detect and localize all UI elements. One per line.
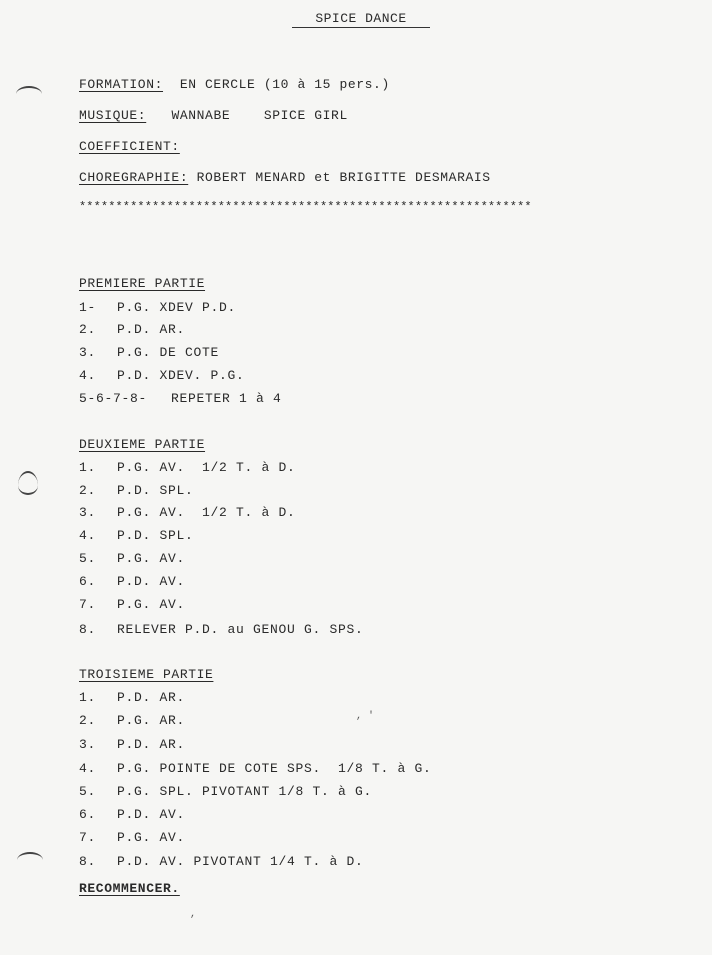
step-row — [79, 737, 185, 752]
step-number: 5. — [79, 551, 97, 566]
musique-label: MUSIQUE: — [79, 108, 147, 123]
step-text: P.D. AR. — [117, 737, 186, 752]
step-text: RELEVER P.D. au GENOU G. SPS. — [117, 622, 364, 637]
formation-label: FORMATION: — [79, 77, 164, 92]
step-text: P.G. XDEV P.D. — [117, 300, 237, 315]
coefficient-line — [79, 139, 180, 154]
step-row — [79, 830, 185, 845]
step-number: 6. — [79, 807, 97, 822]
step-text: P.G. AR. — [117, 713, 186, 728]
step-number: 5. — [79, 784, 97, 799]
step-number: 4. — [79, 528, 97, 543]
step-number: 4. — [79, 368, 97, 383]
step-number: 2. — [79, 483, 97, 498]
step-row — [79, 300, 236, 315]
step-text: P.G. POINTE DE COTE SPS. 1/8 T. à G. — [117, 761, 432, 776]
step-number: 3. — [79, 505, 97, 520]
choregraphie-label: CHOREGRAPHIE: — [79, 170, 189, 185]
coefficient-label: COEFFICIENT: — [79, 139, 180, 154]
step-text: P.D. AV. PIVOTANT 1/4 T. à D. — [117, 854, 364, 869]
step-text: P.G. AV. — [117, 551, 186, 566]
separator-stars: ************************************************************** — [79, 200, 532, 214]
step-number: 6. — [79, 574, 97, 589]
step-row — [79, 322, 185, 337]
step-row — [79, 713, 185, 728]
speck-mark: , — [190, 909, 197, 920]
step-number: 7. — [79, 597, 97, 612]
footer-recommencer: RECOMMENCER. — [79, 881, 180, 896]
step-number: 7. — [79, 830, 97, 845]
step-text: P.G. DE COTE — [117, 345, 220, 360]
step-number: 8. — [79, 854, 97, 869]
musique-line — [79, 108, 348, 123]
step-text: P.D. AV. — [117, 807, 186, 822]
step-row — [79, 690, 185, 705]
step-row — [79, 551, 185, 566]
step-text: REPETER 1 à 4 — [171, 391, 282, 406]
choregraphie-line — [79, 170, 491, 185]
step-text: P.G. AV. 1/2 T. à D. — [117, 460, 296, 475]
step-text: P.D. SPL. — [117, 528, 194, 543]
step-number: 8. — [79, 622, 97, 637]
step-number: 2. — [79, 713, 97, 728]
step-row — [79, 622, 364, 637]
step-row — [79, 784, 372, 799]
step-number: 4. — [79, 761, 97, 776]
step-text: P.D. SPL. — [117, 483, 194, 498]
musique-value: WANNABE SPICE GIRL — [171, 108, 348, 123]
step-row — [79, 854, 364, 869]
step-text: P.G. AV. — [117, 830, 186, 845]
step-number: 1. — [79, 690, 97, 705]
binder-hole-mark — [18, 471, 38, 495]
step-row — [79, 761, 432, 776]
speck-mark: , ' — [356, 711, 375, 722]
step-text: P.D. AR. — [117, 322, 186, 337]
formation-value: EN CERCLE (10 à 15 pers.) — [179, 77, 390, 92]
binder-hole-mark — [17, 852, 43, 868]
formation-line — [79, 77, 390, 92]
binder-hole-mark — [16, 86, 42, 102]
step-text: P.G. SPL. PIVOTANT 1/8 T. à G. — [117, 784, 373, 799]
step-row — [79, 460, 296, 475]
step-row — [79, 505, 296, 520]
step-number: 5-6-7-8- — [79, 391, 148, 406]
step-row — [79, 574, 185, 589]
step-text: P.D. AV. — [117, 574, 186, 589]
part-heading-2: DEUXIEME PARTIE — [79, 437, 206, 452]
choregraphie-value: ROBERT MENARD et BRIGITTE DESMARAIS — [196, 170, 491, 185]
step-row — [79, 597, 185, 612]
step-row — [79, 483, 194, 498]
step-row — [79, 368, 245, 383]
step-number: 2. — [79, 322, 97, 337]
step-text: P.D. XDEV. P.G. — [117, 368, 245, 383]
step-text: P.G. AV. 1/2 T. à D. — [117, 505, 296, 520]
step-number: 3. — [79, 345, 97, 360]
step-row — [79, 391, 282, 406]
part-heading-1: PREMIERE PARTIE — [79, 276, 206, 291]
step-number: 1- — [79, 300, 97, 315]
step-text: P.D. AR. — [117, 690, 186, 705]
document-title: SPICE DANCE — [292, 11, 430, 28]
step-row — [79, 345, 219, 360]
step-number: 1. — [79, 460, 97, 475]
step-row — [79, 528, 194, 543]
step-row — [79, 807, 185, 822]
part-heading-3: TROISIEME PARTIE — [79, 667, 214, 682]
step-number: 3. — [79, 737, 97, 752]
step-text: P.G. AV. — [117, 597, 186, 612]
